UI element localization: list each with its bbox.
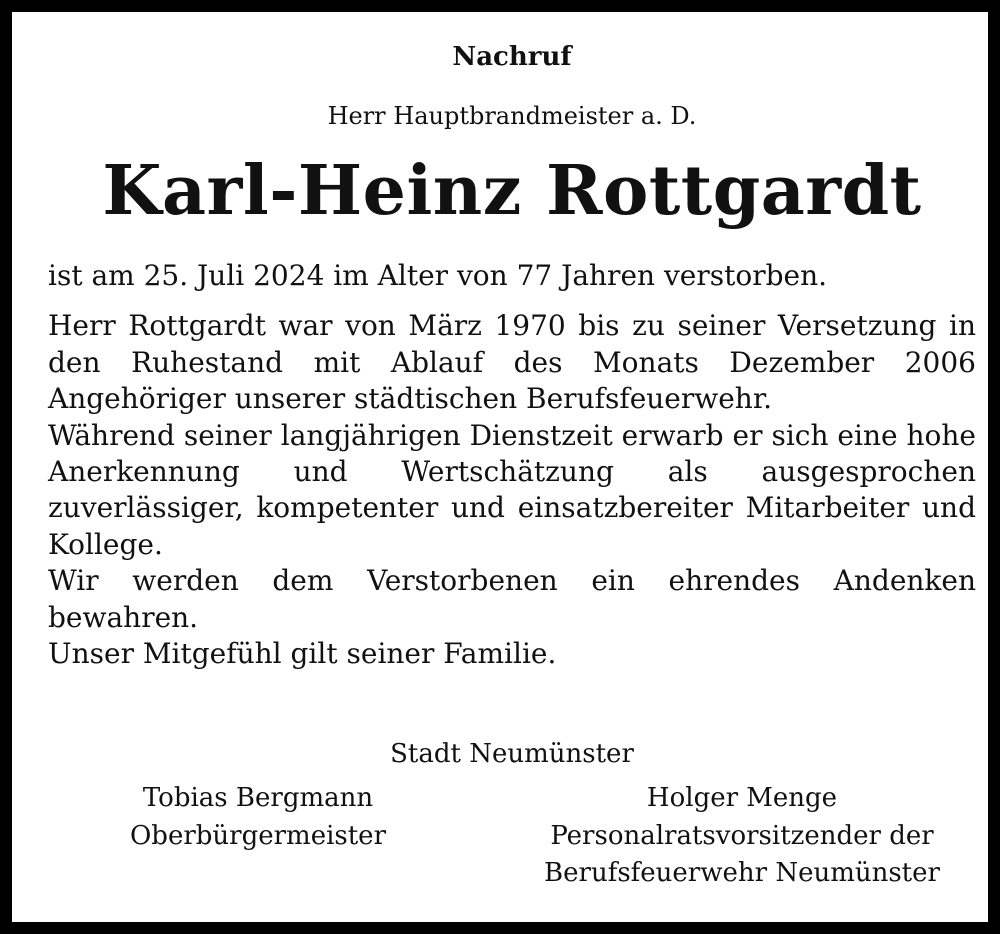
signer-title-left: Oberbürgermeister (129, 820, 386, 851)
signature-left (48, 780, 468, 855)
deceased-rank: Herr Hauptbrandmeister a. D. (327, 102, 697, 130)
death-statement: ist am 25. Juli 2024 im Alter von 77 Jahren verstorben. (48, 259, 828, 292)
signer-title-right-line2: Berufsfeuerwehr Neumünster (544, 858, 940, 889)
deceased-name: Karl-Heinz Rottgardt (102, 151, 922, 231)
obituary-body (48, 258, 976, 672)
notice-kicker: Nachruf (452, 42, 572, 72)
condolence-paragraph: Unser Mitgefühl gilt seiner Familie. (48, 636, 557, 670)
signer-name-right: Holger Menge (646, 783, 838, 813)
signer-title-right-line1: Personalratsvorsitzender der (550, 820, 934, 851)
recognition-paragraph: Während seiner langjährigen Dienstzeit erwarb er sich eine hohe Anerkennung und Wertschätzung als ausgesprochen zuverlässiger, kompetenter und einsatzbereiter Mitarbeiter und Kollege. (48, 418, 976, 561)
signing-organization: Stadt Neumünster (390, 739, 634, 769)
signature-right (508, 780, 976, 893)
remembrance-paragraph: Wir werden dem Verstorbenen ein ehrendes Andenken bewahren. (48, 564, 976, 634)
signer-name-left: Tobias Bergmann (142, 783, 374, 813)
service-paragraph: Herr Rottgardt war von März 1970 bis zu seiner Versetzung in den Ruhestand mit Ablauf des Monats Dezember 2006 Angehöriger unserer städtischen Berufsfeuerwehr. (48, 309, 976, 416)
